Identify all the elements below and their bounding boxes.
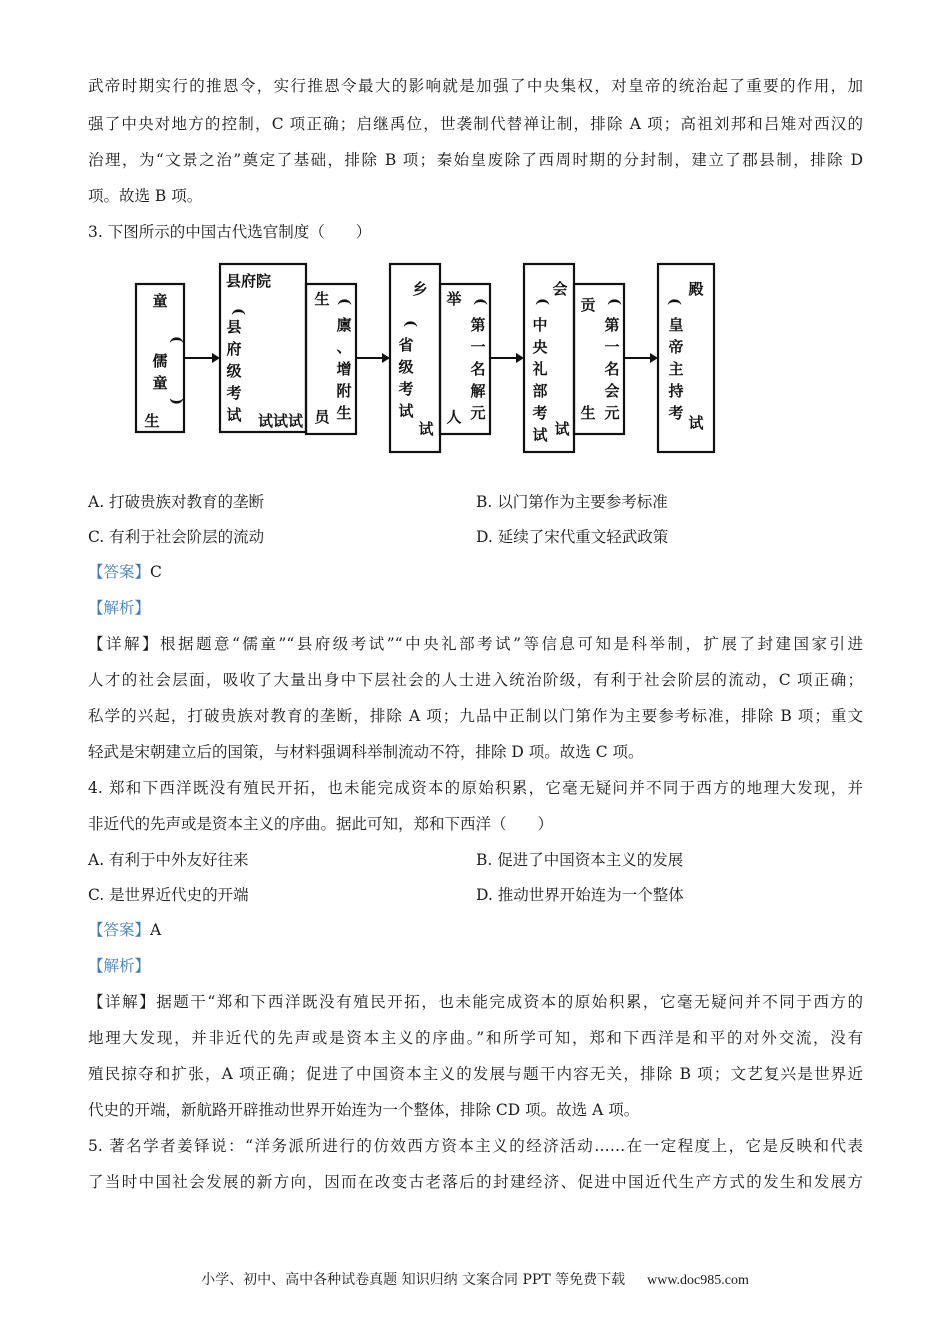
paragraph-line: 治理，为“文景之治”奠定了基础，排除 B 项；秦始皇废除了西周时期的分封制，建立了郡县制，排除 D [88, 151, 863, 169]
question-5-stem: 了当时中国社会发展的新方向，因而在改变古老落后的封建经济、促进中国近代生产方式的发生和发展方 [88, 1173, 863, 1191]
svg-text:考: 考 [398, 380, 414, 398]
q4-detail-line: 地理大发现，并非近代的先声或是资本主义的序曲。”和所学可知，郑和下西洋是和平的对外交流，没有 [88, 1029, 863, 1047]
question-3-stem: 3. 下图所示的中国古代选官制度（ ） [88, 223, 372, 241]
paren-open: ( [168, 336, 186, 344]
svg-text:廪: 廪 [336, 316, 352, 334]
q4-option-c: C. 是世界近代史的开端 [88, 886, 249, 904]
svg-text:试: 试 [688, 414, 704, 432]
svg-text:主: 主 [668, 360, 684, 378]
paragraph-line: 强了中央对地方的控制，C 项正确；启继禹位，世袭制代替禅让制，排除 A 项；高祖刘邦和吕雉对西汉的 [88, 115, 863, 133]
q4-option-b: B. 促进了中国资本主义的发展 [476, 851, 684, 869]
svg-text:一: 一 [470, 338, 486, 356]
arrow-head [516, 353, 524, 363]
q3-option-a: A. 打破贵族对教育的垄断 [88, 493, 265, 511]
answer-value: A [150, 921, 162, 939]
svg-text:中: 中 [532, 316, 548, 334]
svg-text:童: 童 [152, 292, 168, 310]
svg-text:皇: 皇 [668, 316, 684, 334]
svg-text:生: 生 [580, 404, 596, 422]
svg-text:童: 童 [152, 374, 168, 392]
q3-analysis-tag: 【解析】 [88, 599, 151, 617]
svg-text:生: 生 [314, 290, 330, 308]
svg-text:考: 考 [532, 404, 548, 422]
arrow-head [212, 353, 220, 363]
page-footer [0, 1270, 950, 1291]
svg-text:乡: 乡 [412, 280, 428, 298]
svg-text:第: 第 [470, 316, 486, 334]
svg-text:举: 举 [446, 290, 462, 308]
paragraph-line: 项。故选 B 项。 [88, 187, 203, 205]
diagram-box-metropolitan-exam [524, 264, 574, 452]
q3-answer [88, 562, 162, 582]
svg-text:(: ( [472, 298, 490, 306]
q4-detail-line: 殖民掠夺和扩张，A 项正确；促进了中国资本主义的发展与题干内容无关，排除 B 项；文艺复兴是世界近 [88, 1065, 863, 1083]
svg-text:礼: 礼 [532, 360, 548, 378]
svg-text:(: ( [230, 308, 248, 316]
diagram-box-provincial-exam [390, 264, 440, 452]
svg-text:附: 附 [336, 382, 352, 400]
svg-text:县府院: 县府院 [226, 272, 272, 290]
q4-option-a: A. 有利于中外友好往来 [88, 851, 249, 869]
svg-text:央: 央 [532, 338, 548, 356]
svg-text:生: 生 [336, 404, 352, 422]
svg-text:员: 员 [314, 408, 330, 426]
svg-text:试: 试 [532, 426, 548, 444]
answer-value: C [150, 563, 162, 581]
svg-text:人: 人 [446, 408, 462, 426]
q4-option-d: D. 推动世界开始连为一个整体 [476, 886, 684, 904]
diagram-box-juren [440, 284, 490, 434]
q3-detail-line: 轻武是宋朝建立后的国策，与材料强调科举制流动不符，排除 D 项。故选 C 项。 [88, 743, 644, 761]
q3-detail-line: 私学的兴起，打破贵族对教育的垄断，排除 A 项；九品中正制以门第作为主要参考标准，排除 B 项；重文 [88, 707, 863, 725]
svg-text:试: 试 [398, 402, 414, 420]
svg-text:(: ( [336, 298, 354, 306]
paragraph-line: 武帝时期实行的推恩令，实行推恩令最大的影响就是加强了中央集权，对皇帝的统治起了重要的作用，加 [88, 77, 863, 95]
svg-text:贡: 贡 [580, 296, 596, 314]
svg-text:试: 试 [226, 406, 242, 424]
detail-tag: 【详解】 [88, 993, 157, 1011]
q3-option-d: D. 延续了宋代重文轻武政策 [476, 528, 669, 546]
answer-tag: 【答案】 [88, 563, 151, 581]
svg-text:儒: 儒 [152, 352, 168, 370]
svg-text:考: 考 [226, 384, 242, 402]
svg-text:(: ( [606, 298, 624, 306]
detail-tag: 【详解】 [88, 635, 160, 653]
svg-text:名: 名 [604, 360, 620, 378]
diagram-box-tongsheng [136, 284, 186, 432]
question-5-stem: 5. 著名学者姜铎说：“洋务派所进行的仿效西方资本主义的经济活动……在一定程度上，它是反映和代表 [88, 1137, 863, 1155]
q3-option-c: C. 有利于社会阶层的流动 [88, 528, 265, 546]
q4-answer [88, 920, 161, 940]
q4-detail-line: 【详解】据题干“郑和下西洋既没有殖民开拓，也未能完成资本的原始积累，它毫无疑问并不同于西方的 [88, 993, 863, 1011]
svg-text:增: 增 [336, 360, 352, 378]
arrow-head [382, 353, 390, 363]
footer-link[interactable]: www.doc985.com [647, 1273, 749, 1288]
svg-text:(: ( [666, 298, 684, 306]
svg-text:级: 级 [398, 358, 414, 376]
exam-system-diagram [130, 258, 730, 458]
svg-text:殿: 殿 [688, 280, 704, 298]
diagram-box-gongsheng [574, 284, 624, 434]
svg-text:元: 元 [470, 404, 486, 422]
diagram-box-shengyuan [306, 284, 356, 434]
svg-text:省: 省 [398, 336, 414, 354]
svg-text:试试试: 试试试 [258, 412, 304, 430]
svg-text:级: 级 [226, 362, 242, 380]
svg-text:府: 府 [226, 340, 242, 358]
svg-text:、: 、 [336, 338, 352, 356]
svg-text:(: ( [534, 298, 552, 306]
question-4-stem: 4. 郑和下西洋既没有殖民开拓，也未能完成资本的原始积累，它毫无疑问并不同于西方的地理大发现，并 [88, 779, 863, 797]
svg-text:会: 会 [604, 382, 620, 400]
answer-tag: 【答案】 [88, 921, 151, 939]
question-4-stem: 非近代的先声或是资本主义的序曲。据此可知，郑和下西洋（ ） [88, 815, 554, 833]
svg-text:持: 持 [668, 382, 684, 400]
svg-text:试: 试 [418, 420, 434, 438]
footer-text: 小学、初中、高中各种试卷真题 知识归纳 文案合同 PPT 等免费下载 [201, 1272, 626, 1288]
svg-text:帝: 帝 [668, 338, 684, 356]
svg-text:生: 生 [144, 412, 160, 430]
diagram-box-county-exam [220, 264, 306, 432]
q4-detail-line: 代史的开端，新航路开辟推动世界开始连为一个整体，排除 CD 项。故选 A 项。 [88, 1101, 640, 1119]
q4-analysis-tag: 【解析】 [88, 957, 151, 975]
svg-text:试: 试 [554, 420, 570, 438]
svg-text:): ) [168, 398, 186, 406]
q3-option-b: B. 以门第作为主要参考标准 [476, 493, 668, 511]
svg-text:一: 一 [604, 338, 620, 356]
svg-text:县: 县 [226, 318, 242, 336]
svg-text:会: 会 [552, 280, 568, 298]
diagram-box-palace-exam [658, 264, 714, 452]
svg-text:第: 第 [604, 316, 620, 334]
svg-text:元: 元 [604, 404, 620, 422]
svg-text:名: 名 [470, 360, 486, 378]
svg-text:考: 考 [668, 404, 684, 422]
svg-text:解: 解 [470, 382, 486, 400]
svg-text:部: 部 [532, 382, 548, 400]
arrow-head [650, 353, 658, 363]
svg-text:(: ( [402, 320, 420, 328]
q3-detail-line: 【详解】根据题意“儒童”“县府级考试”“中央礼部考试”等信息可知是科举制，扩展了封建国家引进 [88, 635, 863, 653]
q3-detail-line: 人才的社会层面，吸收了大量出身中下层社会的人士进入统治阶级，有利于社会阶层的流动，C 项正确； [88, 671, 863, 689]
